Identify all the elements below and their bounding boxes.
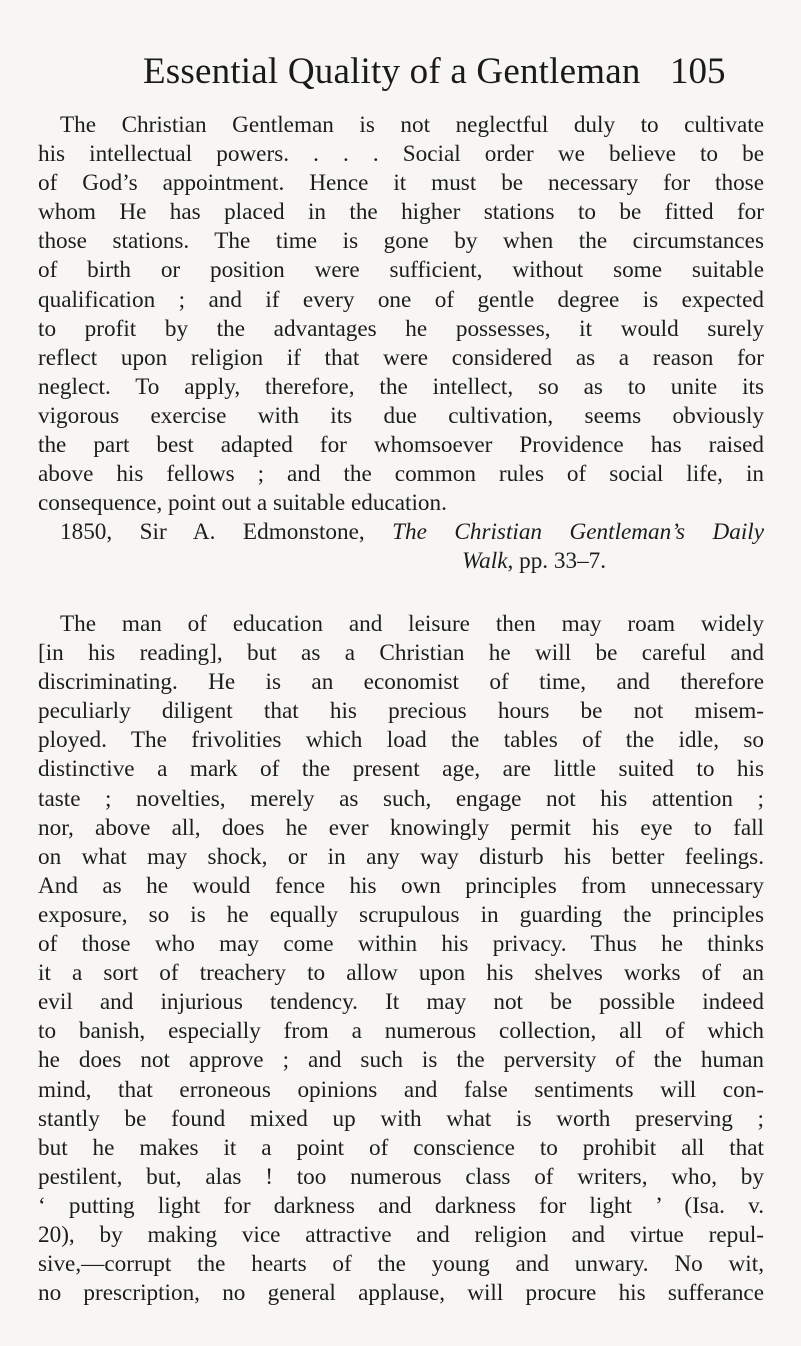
passage-2-line: 20), by making vice attractive and religion and virtue repul- [38, 1221, 764, 1248]
passage-2-line: pestilent, but, alas ! too numerous class of writers, who, by [38, 1163, 764, 1190]
passage-1-line: qualification ; and if every one of gentle degree is expected [38, 286, 764, 313]
running-head [0, 44, 801, 104]
passage-2-line: exposure, so is he equally scrupulous in guarding the principles [38, 901, 764, 928]
passage-2-line: ‘ putting light for darkness and darkness for light ’ (Isa. v. [38, 1192, 764, 1219]
passage-2 [38, 610, 764, 1308]
passage-2-line: stantly be found mixed up with what is worth preserving ; [38, 1105, 764, 1132]
passage-2-line: to banish, especially from a numerous collection, all of which [38, 1018, 764, 1045]
passage-2-line: sive,—corrupt the hearts of the young and unwary. No wit, [38, 1251, 764, 1278]
passage-1-line: of birth or position were sufficient, without some suitable [38, 257, 764, 284]
passage-1-line: above his fellows ; and the common rules of social life, in [38, 461, 764, 488]
passage-2-line: of those who may come within his privacy. Thus he thinks [38, 931, 764, 958]
passage-1-line: The Christian Gentleman is not neglectful duly to cultivate [60, 112, 764, 138]
citation-title: The Christian Gentleman’s Daily [392, 519, 764, 545]
passage-1-line: consequence, point out a suitable education. [38, 490, 447, 517]
passage-2-line: no prescription, no general applause, will procure his sufferance [38, 1280, 764, 1307]
passage-1-line: of God’s appointment. Hence it must be necessary for those [38, 170, 764, 197]
passage-2-line: [in his reading], but as a Christian he will be careful and [38, 640, 764, 667]
passage-2-line: taste ; novelties, merely as such, engage not his attention ; [38, 785, 764, 812]
passage-2-line: And as he would fence his own principles from unnecessary [38, 872, 764, 899]
passage-2-line: evil and injurious tendency. It may not be possible indeed [38, 989, 764, 1016]
passage-2-line: he does not approve ; and such is the perversity of the human [38, 1047, 764, 1074]
citation-line-2 [60, 547, 764, 576]
citation-pages: , pp. 33–7. [507, 548, 607, 575]
running-title: Essential Quality of a Gentleman [143, 51, 641, 92]
page-number: 105 [670, 51, 726, 92]
passage-2-line: discriminating. He is an economist of time, and therefore [38, 669, 764, 696]
passage-2-line: distinctive a mark of the present age, are little suited to his [38, 756, 764, 783]
passage-2-line: nor, above all, does he ever knowingly permit his eye to fall [38, 814, 764, 841]
passage-1-line: those stations. The time is gone by when the circumstances [38, 228, 764, 255]
passage-1-line: the part best adapted for whomsoever Providence has raised [38, 432, 764, 459]
passage-2-line: it a sort of treachery to allow upon his shelves works of an [38, 960, 764, 987]
citation-prefix: 1850, Sir A. Edmonstone, [60, 519, 393, 545]
citation [60, 518, 764, 576]
passage-2-line: The man of education and leisure then may roam widely [60, 611, 764, 637]
passage-1-line: neglect. To apply, therefore, the intellect, so as to unite its [38, 373, 764, 400]
passage-1-line: whom He has placed in the higher stations to be fitted for [38, 199, 764, 226]
passage-2-line: on what may shock, or in any way disturb his better feelings. [38, 843, 764, 870]
passage-2-line: ployed. The frivolities which load the tables of the idle, so [38, 727, 764, 754]
passage-1-line: to profit by the advantages he possesses, it would surely [38, 315, 764, 342]
passage-1-line: his intellectual powers. . . . Social order we believe to be [38, 141, 764, 168]
citation-line-1 [60, 518, 764, 547]
citation-title-cont: Walk [462, 548, 508, 575]
passage-1 [38, 111, 764, 518]
passage-2-line: mind, that erroneous opinions and false sentiments will con- [38, 1076, 764, 1103]
passage-2-line: but he makes it a point of conscience to prohibit all that [38, 1134, 764, 1161]
passage-1-line: reflect upon religion if that were considered as a reason for [38, 344, 764, 371]
passage-1-line: vigorous exercise with its due cultivation, seems obviously [38, 402, 764, 429]
passage-2-line: peculiarly diligent that his precious hours be not misem- [38, 698, 764, 725]
